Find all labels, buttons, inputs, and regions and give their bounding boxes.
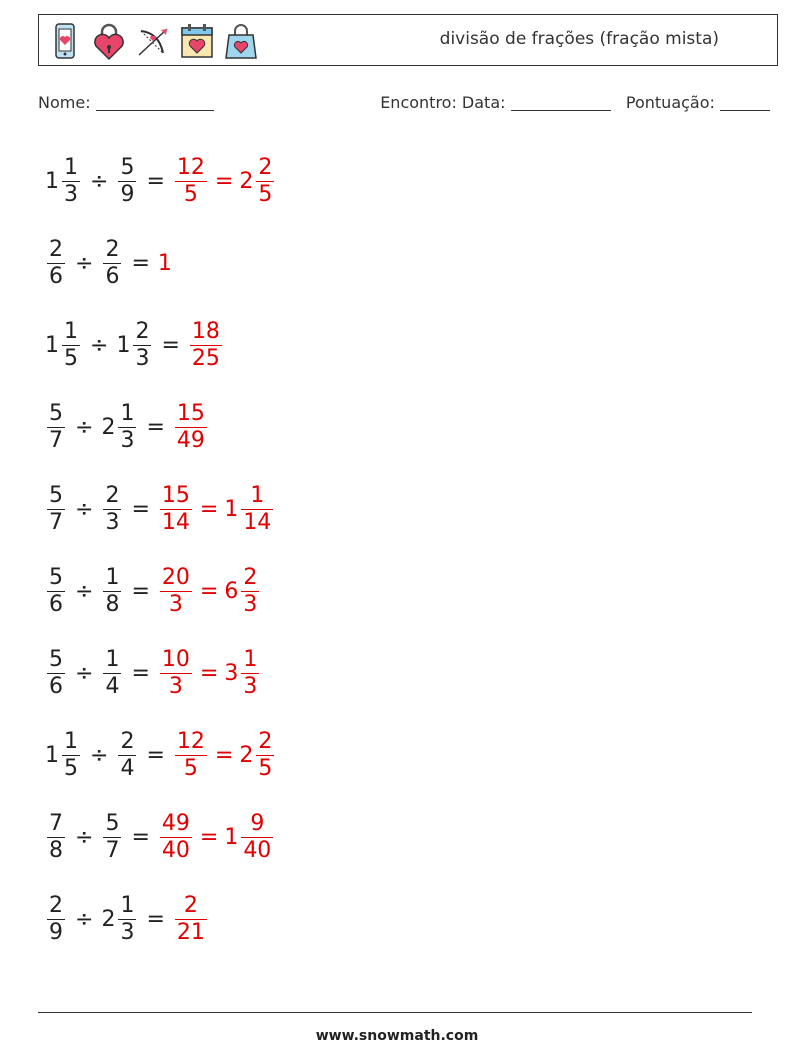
answer-mixed-numerator: 2 (243, 564, 258, 590)
answer-equals-sign: = (199, 660, 219, 686)
answer (158, 483, 275, 536)
dividend (45, 893, 67, 946)
divisor-numerator: 5 (120, 154, 135, 180)
dividend (45, 483, 67, 536)
divisor-fraction (118, 729, 136, 782)
answer-mixed-whole: 2 (239, 742, 254, 768)
dividend-denominator: 7 (49, 509, 63, 535)
answer-improper-numerator: 20 (161, 564, 190, 590)
answer (173, 401, 209, 454)
answer-mixed-numerator: 1 (250, 482, 265, 508)
answer-improper-numerator: 2 (183, 892, 198, 918)
calendar-heart-icon (179, 21, 215, 61)
divide-sign: ÷ (90, 332, 109, 358)
answer-mixed (239, 155, 276, 208)
dividend-denominator: 5 (64, 755, 78, 781)
divisor-numerator: 2 (105, 236, 120, 262)
dividend-denominator: 6 (49, 263, 63, 289)
answer-equals-sign: = (199, 496, 219, 522)
problem-row (45, 714, 276, 796)
equals-sign: = (131, 824, 150, 850)
dividend (45, 155, 82, 208)
answer-equals-sign: = (199, 578, 219, 604)
divisor-fraction (118, 401, 136, 454)
answer-improper (173, 401, 209, 454)
answer-improper (158, 811, 194, 864)
divisor-whole: 1 (116, 332, 131, 358)
divisor-fraction (103, 647, 121, 700)
divisor-denominator: 4 (105, 673, 120, 699)
answer-mixed-denominator: 3 (243, 673, 258, 699)
answer-improper-fraction (160, 565, 192, 618)
bow-arrow-icon (135, 21, 171, 61)
divisor (116, 155, 138, 208)
phone-heart-icon (47, 21, 83, 61)
answer-improper-fraction (160, 647, 192, 700)
dividend (45, 237, 67, 290)
answer-mixed (224, 565, 261, 618)
equals-sign: = (146, 906, 165, 932)
answer-mixed (224, 647, 261, 700)
dividend-denominator: 9 (49, 919, 63, 945)
answer (173, 155, 276, 208)
answer-improper-numerator: 15 (161, 482, 190, 508)
answer-improper-denominator: 3 (168, 591, 183, 617)
heart-padlock-icon (91, 21, 127, 61)
divisor (116, 729, 138, 782)
divisor-numerator: 1 (120, 892, 135, 918)
answer (158, 811, 275, 864)
divide-sign: ÷ (75, 824, 94, 850)
equals-sign: = (131, 578, 150, 604)
answer (173, 893, 209, 946)
problem-row (45, 468, 276, 550)
answer-improper-fraction (175, 729, 207, 782)
answer-mixed-fraction (241, 811, 273, 864)
divide-sign: ÷ (75, 496, 94, 522)
divisor-whole: 2 (101, 414, 116, 440)
dividend-denominator: 8 (49, 837, 63, 863)
answer (188, 319, 224, 372)
divisor-numerator: 2 (135, 318, 150, 344)
dividend-numerator: 5 (49, 482, 63, 508)
answer-improper (158, 647, 194, 700)
answer-mixed-numerator: 1 (243, 646, 258, 672)
dividend-numerator: 1 (64, 728, 78, 754)
problem-row (45, 632, 276, 714)
dividend-denominator: 6 (49, 591, 63, 617)
worksheet-header (38, 14, 778, 66)
dividend-whole: 1 (45, 168, 59, 194)
dividend-whole: 1 (45, 742, 59, 768)
dividend-fraction (47, 565, 65, 618)
divide-sign: ÷ (75, 906, 94, 932)
divisor-whole: 2 (101, 906, 116, 932)
answer (173, 729, 276, 782)
divide-sign: ÷ (75, 578, 94, 604)
answer-mixed-numerator: 2 (258, 728, 273, 754)
dividend-numerator: 7 (49, 810, 63, 836)
answer-mixed-fraction (241, 565, 259, 618)
equals-sign: = (146, 742, 165, 768)
answer-improper (158, 565, 194, 618)
divisor-denominator: 3 (135, 345, 150, 371)
problem-row (45, 222, 276, 304)
answer-improper (173, 155, 209, 208)
answer-improper-numerator: 49 (161, 810, 190, 836)
answer-improper-numerator: 18 (191, 318, 220, 344)
problem-row (45, 796, 276, 878)
answer-mixed (239, 729, 276, 782)
answer-improper-denominator: 3 (168, 673, 183, 699)
answer-mixed-denominator: 40 (243, 837, 272, 863)
divisor-numerator: 1 (105, 646, 120, 672)
answer-equals-sign: = (214, 742, 234, 768)
dividend-numerator: 1 (64, 318, 78, 344)
answer-improper-fraction (190, 319, 222, 372)
divisor-fraction (103, 811, 121, 864)
answer-mixed-denominator: 14 (243, 509, 272, 535)
problem-row (45, 304, 276, 386)
answer-mixed-numerator: 2 (258, 154, 273, 180)
score-label: Pontuação: (625, 93, 715, 112)
dividend-numerator: 2 (49, 236, 63, 262)
name-field (38, 93, 214, 112)
divisor-numerator: 1 (105, 564, 120, 590)
divisor-numerator: 2 (105, 482, 120, 508)
dividend-fraction (62, 155, 80, 208)
answer (158, 251, 172, 276)
divisor-fraction (118, 155, 136, 208)
equals-sign: = (146, 414, 165, 440)
answer-mixed-numerator: 9 (250, 810, 265, 836)
divisor-numerator: 2 (120, 728, 135, 754)
dividend-denominator: 7 (49, 427, 63, 453)
divisor (101, 401, 138, 454)
problem-row (45, 550, 276, 632)
divide-sign: ÷ (75, 660, 94, 686)
divide-sign: ÷ (90, 742, 109, 768)
divisor-fraction (118, 893, 136, 946)
divisor (101, 893, 138, 946)
divide-sign: ÷ (75, 250, 94, 276)
worksheet-title: divisão de frações (fração mista) (439, 29, 719, 49)
dividend-fraction (47, 811, 65, 864)
answer-improper-fraction (175, 893, 207, 946)
dividend-fraction (47, 237, 65, 290)
dividend-numerator: 5 (49, 564, 63, 590)
divisor-numerator: 1 (120, 400, 135, 426)
divisor (101, 647, 123, 700)
name-blank[interactable] (96, 96, 214, 111)
answer-improper-denominator: 5 (183, 181, 198, 207)
problem-list (45, 140, 276, 960)
equals-sign: = (161, 332, 180, 358)
divisor-denominator: 4 (120, 755, 135, 781)
answer-mixed (224, 811, 275, 864)
divisor-fraction (133, 319, 151, 372)
answer-mixed-fraction (241, 483, 273, 536)
divisor-denominator: 3 (120, 919, 135, 945)
divisor-denominator: 8 (105, 591, 120, 617)
answer-integer: 1 (157, 250, 172, 276)
answer-improper (158, 483, 194, 536)
divisor (101, 811, 123, 864)
answer-improper-denominator: 14 (161, 509, 190, 535)
name-label: Nome: (38, 93, 91, 112)
dividend-fraction (47, 893, 65, 946)
answer-improper-fraction (160, 483, 192, 536)
dividend-numerator: 2 (49, 892, 63, 918)
dividend (45, 811, 67, 864)
divisor (101, 483, 123, 536)
equals-sign: = (146, 168, 165, 194)
answer-improper-denominator: 49 (176, 427, 205, 453)
divisor (101, 237, 123, 290)
answer-improper-fraction (175, 155, 207, 208)
divisor (116, 319, 153, 372)
answer-improper-fraction (175, 401, 207, 454)
answer-mixed-whole: 1 (224, 496, 239, 522)
divisor-denominator: 3 (120, 427, 135, 453)
divisor-numerator: 5 (105, 810, 120, 836)
date-blank[interactable] (511, 96, 611, 111)
answer-improper-denominator: 40 (161, 837, 190, 863)
equals-sign: = (131, 250, 150, 276)
dividend (45, 729, 82, 782)
answer-mixed-whole: 3 (224, 660, 239, 686)
answer-equals-sign: = (199, 824, 219, 850)
dividend-fraction (47, 483, 65, 536)
problem-row (45, 878, 276, 960)
answer-improper-fraction (160, 811, 192, 864)
answer-mixed-denominator: 5 (258, 755, 273, 781)
answer-mixed-denominator: 3 (243, 591, 258, 617)
answer-mixed-whole: 1 (224, 824, 239, 850)
answer-improper (173, 729, 209, 782)
divisor (101, 565, 123, 618)
answer-improper-denominator: 21 (176, 919, 205, 945)
divisor-fraction (103, 483, 121, 536)
footer-divider (38, 1012, 752, 1013)
dividend-fraction (47, 401, 65, 454)
divisor-denominator: 7 (105, 837, 120, 863)
answer (158, 565, 261, 618)
answer-mixed-fraction (241, 647, 259, 700)
answer (158, 647, 261, 700)
answer-improper-numerator: 10 (161, 646, 190, 672)
date-score-field (380, 93, 770, 112)
dividend-numerator: 1 (64, 154, 78, 180)
divisor-denominator: 3 (105, 509, 120, 535)
dividend (45, 647, 67, 700)
shopping-bag-heart-icon (223, 21, 259, 61)
date-label: Encontro: Data: (380, 93, 506, 112)
answer-mixed-fraction (256, 155, 274, 208)
answer-improper-denominator: 25 (191, 345, 220, 371)
answer-improper-numerator: 12 (176, 154, 205, 180)
answer-mixed-whole: 6 (224, 578, 239, 604)
answer-mixed (224, 483, 275, 536)
dividend-denominator: 3 (64, 181, 78, 207)
dividend-numerator: 5 (49, 646, 63, 672)
dividend-fraction (47, 647, 65, 700)
answer-improper-numerator: 15 (176, 400, 205, 426)
answer-mixed-whole: 2 (239, 168, 254, 194)
equals-sign: = (131, 496, 150, 522)
dividend (45, 319, 82, 372)
dividend-fraction (62, 319, 80, 372)
problem-row (45, 140, 276, 222)
footer-url: www.snowmath.com (315, 1028, 479, 1044)
divide-sign: ÷ (90, 168, 109, 194)
score-blank[interactable] (720, 96, 770, 111)
answer-improper (188, 319, 224, 372)
dividend (45, 401, 67, 454)
dividend (45, 565, 67, 618)
answer-improper-numerator: 12 (176, 728, 205, 754)
answer-improper-denominator: 5 (183, 755, 198, 781)
answer-mixed-denominator: 5 (258, 181, 273, 207)
divisor-fraction (103, 237, 121, 290)
dividend-fraction (62, 729, 80, 782)
dividend-whole: 1 (45, 332, 59, 358)
problem-row (45, 386, 276, 468)
dividend-denominator: 6 (49, 673, 63, 699)
header-icons (47, 19, 259, 63)
answer-equals-sign: = (214, 168, 234, 194)
divisor-denominator: 6 (105, 263, 120, 289)
divisor-fraction (103, 565, 121, 618)
answer-mixed-fraction (256, 729, 274, 782)
equals-sign: = (131, 660, 150, 686)
answer-improper (173, 893, 209, 946)
divide-sign: ÷ (75, 414, 94, 440)
dividend-denominator: 5 (64, 345, 78, 371)
divisor-denominator: 9 (120, 181, 135, 207)
dividend-numerator: 5 (49, 400, 63, 426)
